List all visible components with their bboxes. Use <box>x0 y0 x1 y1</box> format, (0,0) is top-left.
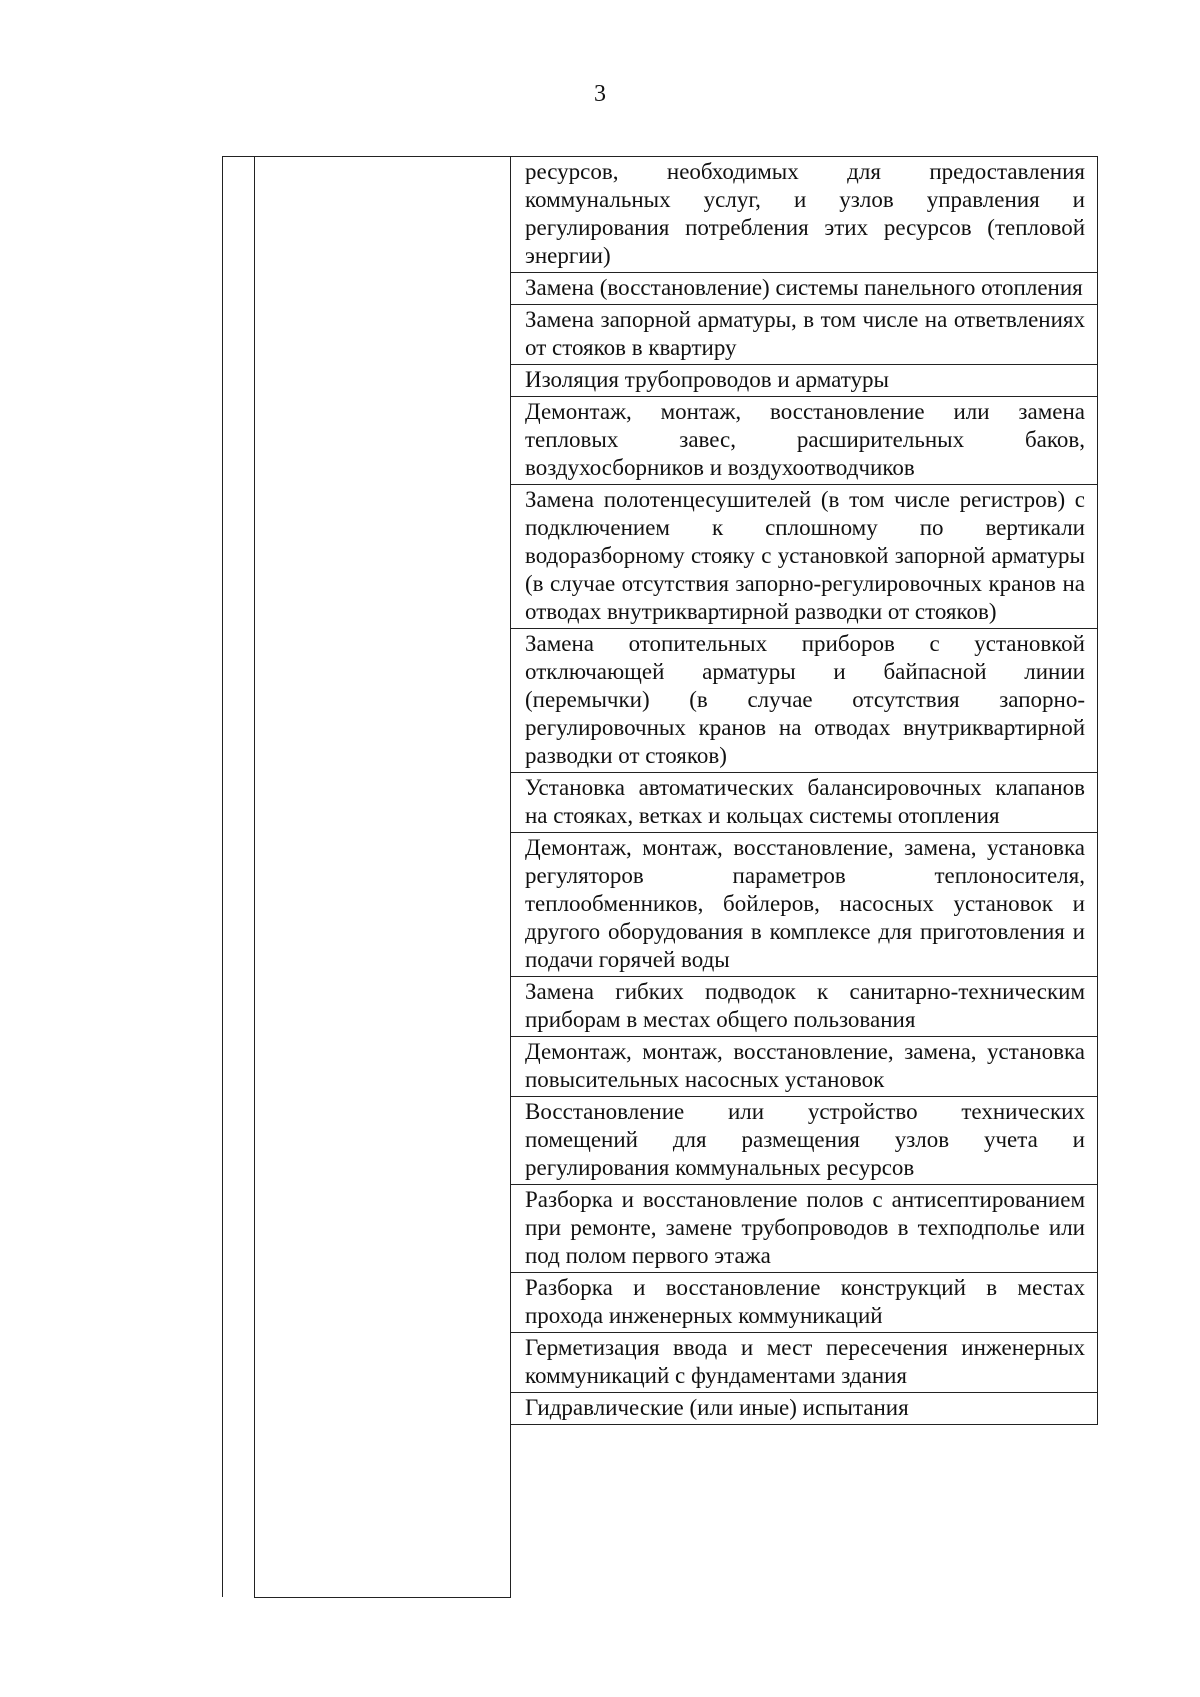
table-row <box>511 1333 1098 1393</box>
table-row <box>511 365 1098 397</box>
table-row <box>511 1393 1098 1425</box>
work-item: Замена отопительных приборов с установкой отключающей арматуры и байпасной линии (перемычки) (в случае отсутствия запорно-регулировочных кранов на отводах внутриквартирной разводки от стояков) <box>511 629 1098 773</box>
work-item: Демонтаж, монтаж, восстановление, замена, установка повысительных насосных установок <box>511 1037 1098 1097</box>
table-row <box>511 833 1098 977</box>
table-row <box>511 1185 1098 1273</box>
table-row <box>511 1273 1098 1333</box>
page-number: 3 <box>594 81 606 107</box>
table-row <box>511 773 1098 833</box>
work-item: Восстановление или устройство технических помещений для размещения узлов учета и регулирования коммунальных ресурсов <box>511 1097 1098 1185</box>
work-item: Разборка и восстановление полов с антисептированием при ремонте, замене трубопроводов в техподполье или под полом первого этажа <box>511 1185 1098 1273</box>
table-row <box>511 157 1098 273</box>
work-item: Демонтаж, монтаж, восстановление или замена тепловых завес, расширительных баков, воздухосборников и воздухоотводчиков <box>511 397 1098 485</box>
work-item: Гидравлические (или иные) испытания <box>511 1393 1098 1425</box>
work-item: Демонтаж, монтаж, восстановление, замена, установка регуляторов параметров теплоносителя, теплообменников, бойлеров, насосных установок и другого оборудования в комплексе для приготовления и подачи горячей воды <box>511 833 1098 977</box>
table-row <box>511 273 1098 305</box>
table-row <box>511 305 1098 365</box>
work-item: Герметизация ввода и мест пересечения инженерных коммуникаций с фундаментами здания <box>511 1333 1098 1393</box>
table-left-border <box>222 157 223 1597</box>
work-item: Замена (восстановление) системы панельного отопления <box>511 273 1098 305</box>
table-row <box>511 629 1098 773</box>
works-table <box>510 156 1098 1425</box>
work-item: Замена запорной арматуры, в том числе на ответвлениях от стояков в квартиру <box>511 305 1098 365</box>
table-row <box>511 1097 1098 1185</box>
table-row <box>511 1037 1098 1097</box>
table-row <box>511 397 1098 485</box>
first-column-border <box>254 157 255 1597</box>
work-item: ресурсов, необходимых для предоставления коммунальных услуг, и узлов управления и регулирования потребления этих ресурсов (тепловой энергии) <box>511 157 1098 273</box>
work-item: Замена полотенцесушителей (в том числе регистров) с подключением к сплошному по вертикали водоразборному стояку с установкой запорной арматуры (в случае отсутствия запорно-регулировочных кранов на отводах внутриквартирной разводки от стояков) <box>511 485 1098 629</box>
work-item: Установка автоматических балансировочных клапанов на стояках, ветках и кольцах системы отопления <box>511 773 1098 833</box>
work-item: Разборка и восстановление конструкций в местах прохода инженерных коммуникаций <box>511 1273 1098 1333</box>
work-item: Изоляция трубопроводов и арматуры <box>511 365 1098 397</box>
table-row <box>511 485 1098 629</box>
work-item: Замена гибких подводок к санитарно-техническим приборам в местах общего пользования <box>511 977 1098 1037</box>
table-row <box>511 977 1098 1037</box>
table-top-border <box>222 156 510 157</box>
